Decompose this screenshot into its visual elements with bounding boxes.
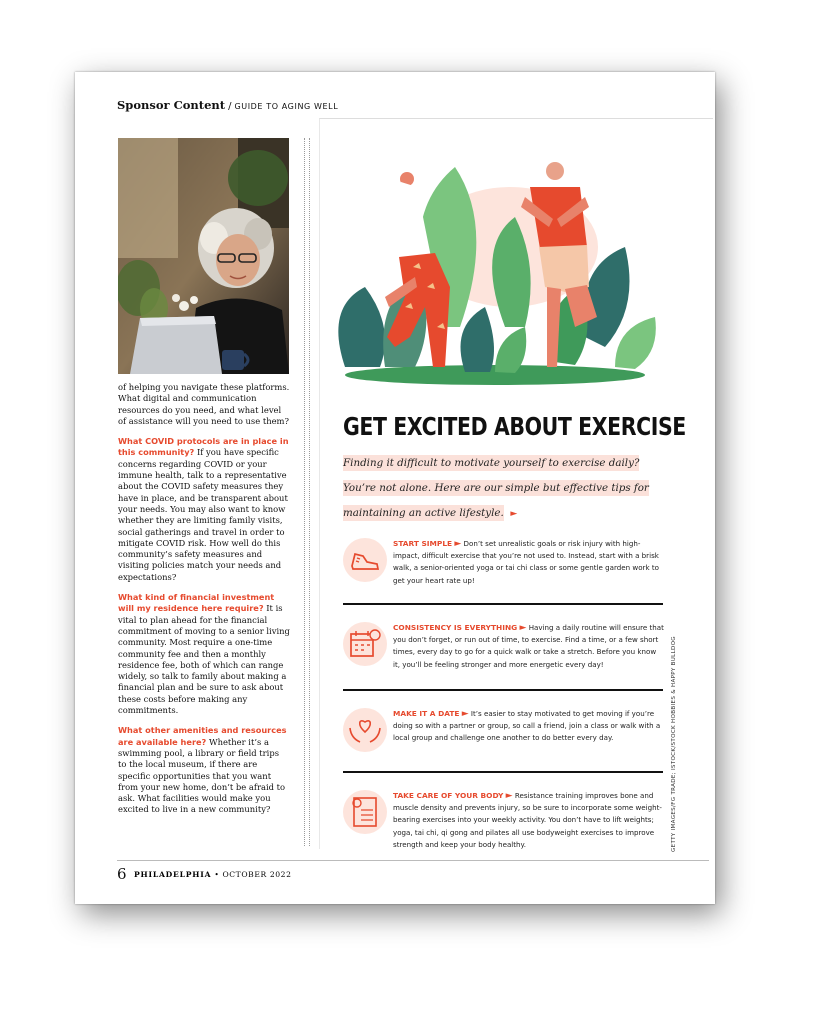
header-separator: /: [228, 101, 232, 112]
tip-arrow-3: ►: [461, 709, 469, 719]
left-column: [118, 382, 290, 825]
tip-body-3: It’s easier to stay motivated to get moving if you’re doing so with a partner or group, so call a friend, join a class or walk with a local group and challenge one another to do better every day.: [393, 709, 661, 743]
yoga-couple-graphic: [325, 157, 665, 387]
calendar-clock-icon: [343, 622, 387, 666]
section-label: Sponsor Content: [117, 98, 226, 112]
page-header: [117, 98, 338, 112]
sneaker-icon: [343, 538, 387, 582]
exercise-illustration: [325, 157, 665, 387]
tip-arrow-2: ►: [519, 623, 527, 633]
question-covid: What COVID protocols are in place in this community?: [118, 436, 289, 458]
footer-bullet: •: [214, 870, 220, 879]
answer-amenities: Whether it’s a swimming pool, a library or field trips to the local museum, if there are specific opportunities that you want from your new home, don’t be afraid to ask. What facilities would make you excited to live in a new community?: [118, 736, 286, 815]
faq-covid: [118, 436, 290, 583]
question-financial: What kind of financial investment will my residence here require?: [118, 592, 275, 614]
tip-label-1: START SIMPLE: [393, 539, 453, 548]
article-title: GET EXCITED ABOUT EXERCISE: [343, 412, 686, 441]
publication-name: PHILADELPHIA: [134, 870, 212, 879]
yoga-mat-icon: [343, 790, 387, 834]
page-number: 6: [117, 865, 127, 883]
faq-amenities: [118, 725, 290, 815]
intro-arrow: ►: [510, 509, 518, 519]
tip-arrow-1: ►: [454, 539, 462, 549]
tip-label-3: MAKE IT A DATE: [393, 709, 460, 718]
tip-text-1: [393, 538, 665, 587]
answer-financial: It is vital to plan ahead for the financial commitment of moving to a senior living community. Most require a one-time community fee and then a monthly residence fee, both of which can range widely, so talk to family about making a financial plan and be sure to ask about these costs before making any commitments.: [118, 603, 290, 716]
dotted-divider: [304, 138, 305, 846]
intro-paragraph: of helping you navigate these platforms. What digital and communication resources do you need, and what level of assistance will you need to use them?: [118, 382, 290, 426]
tip-text-4: [393, 790, 665, 851]
faq-financial: [118, 592, 290, 716]
question-amenities: What other amenities and resources are available here?: [118, 725, 287, 747]
answer-covid: If you have specific concerns regarding COVID or your immune health, talk to a representative about the COVID safety measures they have in place, and be transparent about your needs. You may also want to know whether they are limiting family visits, social gatherings and travel in order to mitigate COVID risk. How well do this community’s safety measures and visiting policies match your needs and expectations?: [118, 447, 288, 582]
tip-text-3: [393, 708, 665, 745]
guide-label: GUIDE TO AGING WELL: [234, 102, 339, 111]
tip-divider-1: [343, 603, 663, 605]
article-intro: [343, 451, 673, 527]
issue-date: OCTOBER 2022: [222, 870, 292, 879]
dotted-divider-2: [309, 138, 310, 846]
tip-arrow-4: ►: [505, 791, 513, 801]
tip-text-2: [393, 622, 665, 671]
tip-divider-3: [343, 771, 663, 773]
tip-label-2: CONSISTENCY IS EVERYTHING: [393, 623, 518, 632]
tip-divider-2: [343, 689, 663, 691]
intro-text: Finding it difficult to motivate yourself to exercise daily? You’re not alone. Here are our simple but effective tips for maintaining an active lifestyle.: [343, 457, 649, 519]
publication-line: [134, 870, 292, 879]
tip-body-2: Having a daily routine will ensure that you don’t forget, or run out of time, to exercise. Find a time, or a few short times, every day to go for a quick walk or take a stretch. Before you know it, you’ll be feeling stronger and more energetic every day!: [393, 623, 664, 669]
tip-body-4: Resistance training improves bone and muscle density and prevents injury, so be sure to incorporate some weight-bearing exercises into your weekly activity. You don’t have to lift weights; yoga, tai chi, qi gong and pilates all use bodyweight exercises to improve strength and keep your body healthy.: [393, 791, 662, 849]
tip-body-1: Don’t set unrealistic goals or risk injury with high-impact, difficult exercise that you’re not used to. Instead, start with a brisk walk, a senior-oriented yoga or tai chi class or some gentle garden work to get your heart rate up!: [393, 539, 659, 585]
page-footer: [117, 860, 709, 883]
photo-credit: GETTY IMAGES/FG TRADE; ISTOCK/STOCK HOBBIES & HAPPY BULLDOG: [671, 636, 677, 852]
woman-laptop-photo: [118, 138, 289, 374]
magazine-page: [75, 72, 715, 904]
heart-hands-icon: [343, 708, 387, 752]
tip-label-4: TAKE CARE OF YOUR BODY: [393, 791, 504, 800]
photo-illustration: [118, 138, 289, 374]
